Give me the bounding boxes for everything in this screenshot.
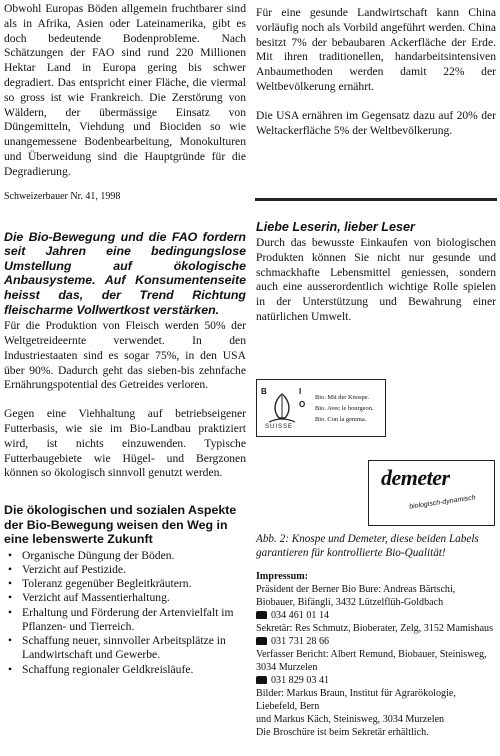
logo-suisse: SUISSE [265, 424, 294, 430]
impressum-brochure: Die Broschüre ist beim Sekretär erhältlich. [256, 727, 429, 738]
logo-lines: Bio. Mit der Knospe. Bio. Avec le bourgeon. Bio. Con la gemma. [315, 394, 374, 423]
bullet-icon: • [8, 662, 13, 676]
bullet-icon: • [8, 548, 13, 562]
bullet-icon: • [8, 577, 13, 591]
reader-paragraph: Durch das bewusste Einkaufen von biologischen Produkten können Sie nicht nur gesunde und schmackhafte Lebensmittel geniessen, sondern auch eine ausserordentlich wichtige Rolle spielen in der Unterstützung und Bewahrung einer natürlichen Umwelt. [256, 236, 496, 323]
phone-icon [256, 676, 267, 684]
caption-block [256, 533, 496, 560]
impressum [256, 570, 496, 739]
reader-heading: Liebe Leserin, lieber Leser [256, 220, 415, 234]
divider [255, 198, 497, 201]
logo-letter: B [261, 387, 267, 396]
list-item: • Organische Düngung der Böden. [8, 548, 175, 562]
list-item: • Schaffung regionaler Geldkreisläufe. [8, 662, 194, 676]
list-item: • Verzicht auf Massentierhaltung. [8, 591, 170, 605]
list-item: • Verzicht auf Pestizide. [8, 563, 126, 577]
bullet-icon: • [8, 591, 13, 605]
bullet-icon: • [8, 634, 13, 648]
bullet-icon: • [8, 605, 13, 619]
impressum-secretary: Sekretär: Res Schmutz, Bioberater, Zelg, 3152 Mamishaus [256, 623, 494, 634]
impressum-title: Impressum: [256, 571, 308, 582]
bio-suisse-logo [256, 379, 386, 437]
list-item: • Erhaltung und Förderung der Artenvielfalt im Pflanzen- und Tierreich. [8, 605, 234, 633]
phone-icon [256, 637, 267, 645]
impressum-president: Präsident der Berner Bio Bure: Andreas Bärtschi, Biobauer, Bifängli, 3432 Lützelflüh-Goldbach [256, 584, 456, 608]
source-note: Schweizerbauer Nr. 41, 1998 [4, 190, 121, 202]
logo-letter: I [299, 387, 302, 396]
demeter-name: demeter [381, 465, 450, 490]
left-column [4, 2, 246, 677]
livestock-paragraph: Gegen eine Viehhaltung auf betriebseigener Futterbasis, wie sie im Bio-Landbau praktiziert wird, ist nichts einzuwenden. Typische Futterbaugebiete wie Hügel- und Bergzonen können so ökologisch sinnvoll genutzt werden. [4, 407, 246, 480]
meat-paragraph: Für die Produktion von Fleisch werden 50% der Weltgetreideernte verwendet. In den Industriestaaten sind es sogar 75%, in den USA über 90%. Dadurch geht das sieben-bis zehnfache Ernährungspotential des Getreides verloren. [4, 319, 246, 392]
impressum-author: Verfasser Bericht: Albert Remund, Biobauer, Steinisweg, 3034 Murzelen [256, 649, 487, 673]
impressum-phone: 034 461 01 14 [256, 609, 496, 622]
china-paragraph: Für eine gesunde Landwirtschaft kann China vorläufig noch als Vorbild angeführt werden. China besitzt 7% der bebaubaren Ackerfläche der Erde. Mit ihren traditionellen, handarbeitsintensiven Anbaumethoden werden damit 22% der Weltbevölkerung ernährt. [256, 6, 496, 93]
demeter-logo [368, 460, 495, 526]
bullet-icon: • [8, 563, 13, 577]
logo-letter: O [299, 400, 306, 409]
demeter-tagline: biologisch-dynamisch [408, 494, 477, 511]
right-column-top [256, 6, 496, 138]
impressum-phone: 031 731 28 66 [256, 635, 496, 648]
impressum-images-2: und Markus Käch, Steinisweg, 3034 Murzelen [256, 714, 445, 725]
list-item: • Schaffung neuer, sinnvoller Arbeitsplätze in Landwirtschaft und Gewerbe. [8, 634, 226, 662]
aspects-heading: Die ökologischen und sozialen Aspekte der Bio-Bewegung weisen den Weg in eine lebenswerte Zukunft [4, 503, 237, 547]
figure-caption: Abb. 2: Knospe und Demeter, diese beiden Labels garantieren für kontrollierte Bio-Qualität! [256, 533, 479, 559]
usa-paragraph: Die USA ernähren im Gegensatz dazu auf 20% der Weltackerfläche 5% der Weltbevölkerung. [256, 108, 496, 137]
phone-icon [256, 611, 267, 619]
reader-section [256, 220, 496, 325]
list-item: • Toleranz gegenüber Begleitkräutern. [8, 577, 192, 591]
aspects-list [4, 549, 246, 677]
intro-paragraph: Obwohl Europas Böden allgemein fruchtbarer sind als in Afrika, Asien oder Lateinamerika, gibt es doch bedeutende Bodenprobleme. Nach Schätzungen der FAO sind rund 220 Millionen Hektar Land in Europa gering bis schwer degradiert. Das entspricht einer Fläche, die viermal so gross ist wie Frankreich. Die Zerstörung von Wäldern, der übermässige Einsatz von Düngemitteln, Viehdung und Biociden so wie unangemessene Bodenbearbeitung, Monokulturen und Überweidung sind die Hauptgründe für die Degradierung. [4, 2, 246, 178]
impressum-images: Bilder: Markus Braun, Institut für Agrarökologie, Liebefeld, Bern [256, 688, 456, 712]
lead-paragraph: Die Bio-Bewegung und die FAO fordern seit Jahren eine bedingungslose Umstellung auf ökologische Anbausysteme. Auf Konsumentenseite heisst das, der Trend Richtung fleischarme Vollwertkost verstärken. [4, 229, 246, 317]
impressum-phone: 031 829 03 41 [256, 674, 496, 687]
